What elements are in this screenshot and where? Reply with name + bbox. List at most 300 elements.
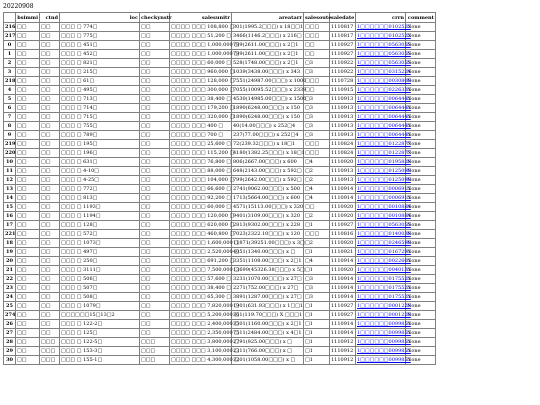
cell-ctnd: □□ — [40, 320, 60, 329]
cell-comment: None — [406, 284, 436, 293]
cell-ctnd: □□ — [40, 176, 60, 185]
cell-areatarr: 3231(1070.00□□□) x 27□ — [233, 276, 302, 282]
cell-salesoute: □3 — [304, 104, 330, 113]
cell-salesunitr: □□□□ □□□ 57,600 □ — [171, 276, 232, 282]
cell-areatarr: 2741(9062.00□□□) x 500 — [232, 185, 304, 194]
cell-crrn[interactable]: 1□□□□□□0030800 — [357, 78, 411, 84]
cell-salesoute: □1 — [304, 320, 330, 329]
cell-salesunitr: □□□□ □□□ 620,000 □ — [171, 222, 235, 228]
cell-loc: □□□ □ 1073□ — [60, 239, 140, 248]
table-row — [4, 338, 436, 347]
cell-saledate: 1110914 — [330, 185, 356, 194]
cell-crrn[interactable]: 1□□□□□□0099851 — [357, 339, 411, 345]
cell-salesunitr: □□□□ □□□ 25,600 □ — [171, 141, 232, 147]
cell-comment: None — [406, 185, 436, 194]
cell-crrn[interactable]: 1□□□□□□0246590 — [357, 240, 411, 246]
cell-checkynstr: □□ — [140, 77, 170, 86]
cell-saledate: 1110914 — [330, 194, 356, 203]
cell-crrn[interactable]: 1□□□□□□0040131 — [357, 267, 411, 273]
cell-bsimmi: □□ — [16, 284, 40, 293]
cell-saledate: 1110913 — [330, 167, 356, 176]
cell-comment: None — [406, 203, 436, 212]
cell-crrn[interactable]: 1□□□□□□0102522 — [357, 24, 411, 30]
row-index: 14 — [4, 194, 16, 203]
cell-crrn[interactable]: 1□□□□□□0064441 — [357, 132, 411, 138]
cell-saledate: 1110914 — [330, 257, 356, 266]
cell-crrn[interactable]: 1□□□□□□0064441 — [357, 105, 411, 111]
cell-ctnd: □□ — [40, 284, 60, 293]
cell-comment: None — [406, 275, 436, 284]
cell-checkynstr: □□ — [140, 320, 170, 329]
cell-areatarr: 1890(6248.00□□□) x 150 — [232, 104, 304, 113]
cell-comment: None — [406, 68, 436, 77]
cell-comment: None — [406, 131, 436, 140]
cell-salesunitr: □□□□ □□□ 115,200 □ — [171, 150, 235, 156]
cell-salesoute: □3 — [304, 59, 330, 68]
row-index: 221 — [5, 231, 16, 237]
cell-salesoute: □3 — [304, 293, 330, 302]
cell-comment: None — [406, 230, 436, 239]
row-index: 216 — [5, 24, 16, 30]
cell-salesunitr: □□□□ □□□ 3,100,000 □ — [171, 348, 240, 354]
cell-comment: None — [406, 95, 436, 104]
cell-crrn[interactable]: 1□□□□□□0122877 — [357, 141, 411, 147]
cell-bsimmi: □□ — [16, 320, 40, 329]
cell-comment: None — [406, 221, 436, 230]
cell-checkynstr: □□ — [140, 95, 170, 104]
column-header-salesoute: salesoute — [305, 14, 332, 21]
cell-comment: None — [406, 248, 436, 257]
cell-crrn[interactable]: 1□□□□□□0099851 — [357, 348, 411, 354]
cell-areatarr: 7511(2484.00□□□) x 4□1 — [233, 330, 302, 336]
column-header-checkynstr: checkynstr — [141, 14, 172, 21]
cell-crrn[interactable]: 1□□□□□□0563055 — [357, 60, 411, 66]
row-index: 17 — [4, 221, 16, 230]
cell-ctnd: □□ — [40, 203, 60, 212]
cell-checkynstr: □□ — [140, 131, 170, 140]
row-index: 13 — [4, 185, 16, 194]
cell-salesunitr: □□□□ □□□ 460,800 □ — [171, 231, 235, 237]
table-row — [4, 122, 436, 131]
cell-saledate: 1110912 — [330, 338, 356, 347]
cell-saledate: 1110920 — [330, 266, 356, 275]
cell-crrn[interactable]: 1□□□□□□0010884 — [357, 204, 411, 210]
cell-crrn[interactable]: 1□□□□□□0006911 — [357, 195, 411, 201]
row-index: 16 — [4, 212, 16, 221]
table-row — [4, 131, 436, 140]
cell-areatarr: 1713(5664.00□□□) x 600 — [232, 194, 304, 203]
cell-bsimmi: □□ — [16, 356, 40, 365]
cell-areatarr: 4051(1340.00□□□) x □ — [232, 248, 304, 257]
cell-checkynstr: □□ — [140, 212, 170, 221]
cell-checkynstr: □□□ — [140, 356, 170, 365]
cell-saledate: 1110816 — [330, 230, 356, 239]
table-row — [4, 167, 436, 176]
cell-ctnd: □□ — [40, 185, 60, 194]
cell-loc: □□□ □ 451□ — [60, 41, 140, 50]
cell-comment: None — [406, 167, 436, 176]
cell-ctnd: □□□ — [40, 356, 60, 365]
cell-saledate: 1110817 — [330, 32, 356, 41]
table-row — [4, 77, 436, 86]
cell-crrn[interactable]: 1□□□□□□0064441 — [357, 123, 411, 129]
cell-ctnd: □□ — [40, 167, 60, 176]
cell-crrn[interactable]: 1□□□□□□0563055 — [357, 42, 411, 48]
cell-saledate: 1110927 — [330, 41, 356, 50]
cell-bsimmi: □□ — [16, 77, 40, 86]
cell-areatarr: 4530(14985.00□□□) x 1500 — [233, 96, 307, 102]
cell-ctnd: □□ — [40, 122, 60, 131]
cell-bsimmi: □□ — [16, 203, 40, 212]
cell-loc: □□□ □ 122-2□ — [60, 320, 140, 329]
cell-areatarr: 3351(1108.00□□□) x 2□1 — [233, 258, 302, 264]
cell-salesunitr: □□□□ □□□ 300,000 □ — [171, 87, 235, 93]
cell-saledate: 1110912 — [330, 356, 356, 365]
cell-crrn[interactable]: 1□□□□□□0122877 — [357, 150, 411, 156]
cell-saledate: 1110914 — [330, 284, 356, 293]
cell-salesoute: □□□ — [304, 23, 330, 32]
cell-loc: □□□ □ 631□ — [60, 158, 140, 167]
cell-checkynstr: □□ — [140, 230, 170, 239]
cell-bsimmi: □□ — [16, 248, 40, 257]
cell-crrn[interactable]: 1□□□□□□0226331 — [357, 87, 411, 93]
column-header-crrn: crrn — [356, 13, 406, 23]
cell-crrn[interactable]: 1□□□□□□0175521 — [357, 285, 411, 291]
cell-bsimmi: □□ — [16, 194, 40, 203]
cell-salesoute: □4 — [304, 194, 330, 203]
row-index: 18 — [4, 239, 16, 248]
cell-areatarr: 11871(39251.00□□□) x 3□ — [233, 240, 305, 246]
cell-salesoute: □4 — [304, 257, 330, 266]
cell-checkynstr: □□ — [140, 158, 170, 167]
cell-salesunitr: □□□□ □□□ 60,000 □ — [171, 204, 232, 210]
cell-loc: □□□ □ 1079□ — [60, 302, 140, 311]
cell-checkynstr: □□ — [140, 104, 170, 113]
cell-ctnd: □□ — [40, 329, 60, 338]
table-row — [4, 23, 436, 32]
cell-areatarr: 3891(1287.00□□□) x 27□ — [233, 294, 302, 300]
row-index: 3 — [4, 68, 16, 77]
row-index: 12 — [4, 176, 16, 185]
cell-saledate: 1110922 — [330, 68, 356, 77]
cell-salesoute: □1 — [304, 338, 330, 347]
cell-saledate: 1110913 — [330, 104, 356, 113]
cell-checkynstr: □□ — [140, 293, 170, 302]
cell-comment: None — [406, 23, 436, 32]
cell-salesunitr: □□□□ □□□ 65,300 □ — [171, 294, 232, 300]
table-row — [4, 41, 436, 50]
cell-checkynstr: □□ — [140, 32, 170, 41]
row-index: 26 — [4, 320, 16, 329]
cell-salesoute: □□□ — [304, 32, 330, 41]
cell-saledate: 1110913 — [330, 131, 356, 140]
cell-checkynstr: □□ — [140, 284, 170, 293]
cell-saledate: 1110920 — [330, 158, 356, 167]
table-row — [4, 275, 436, 284]
cell-bsimmi: □□ — [16, 275, 40, 284]
cell-bsimmi: □□ — [16, 95, 40, 104]
cell-saledate: 1110922 — [330, 59, 356, 68]
table-row — [4, 104, 436, 113]
cell-crrn[interactable]: 1□□□□□□0001228 — [357, 312, 411, 318]
cell-bsimmi: □□ — [16, 176, 40, 185]
cell-ctnd: □□ — [40, 149, 60, 158]
row-index: 220 — [5, 150, 16, 156]
cell-salesoute: □1 — [304, 248, 330, 257]
cell-loc: □□□ □ 122-5□ — [60, 338, 140, 347]
cell-salesunitr: □□□□ □□□ 108,800 □ — [171, 24, 235, 30]
cell-areatarr: 301(1995.2□□□) x 18□□1 — [233, 24, 304, 30]
cell-areatarr: 528(1748.00□□□) x 2□1 — [232, 59, 304, 68]
cell-comment: None — [406, 320, 436, 329]
table-row — [4, 230, 436, 239]
cell-saledate: 1110920 — [330, 212, 356, 221]
cell-salesoute: □3 — [304, 122, 330, 131]
cell-checkynstr: □□ — [140, 275, 170, 284]
cell-comment: None — [406, 212, 436, 221]
cell-comment: None — [406, 347, 436, 356]
cell-crrn[interactable]: 1□□□□□□0167291 — [357, 249, 411, 255]
cell-loc: □□□ □ 789□ — [60, 131, 140, 140]
row-index: 4 — [4, 86, 16, 95]
cell-ctnd: □□ — [40, 95, 60, 104]
column-header-saledate: saledate — [331, 14, 355, 21]
cell-loc: □□□ □ 250□ — [60, 257, 140, 266]
cell-comment: None — [406, 239, 436, 248]
cell-bsimmi: □□ — [16, 158, 40, 167]
cell-areatarr: 7055(10095.52□□□) x 2339 — [233, 87, 307, 93]
row-index: 6 — [4, 104, 16, 113]
cell-loc: □□□ □ 772□ — [60, 185, 140, 194]
cell-areatarr: 3501(1160.00□□□) x 2□1 — [233, 321, 302, 327]
cell-loc: □□□ □ 452□ — [60, 50, 140, 59]
row-index: 219 — [5, 141, 16, 147]
cell-salesoute: □1 — [304, 356, 330, 365]
cell-salesunitr: □□□□ □□□ 2,400,000 □ — [171, 321, 240, 327]
table-row — [4, 356, 436, 365]
cell-crrn[interactable]: 1□□□□□□0102522 — [357, 33, 411, 39]
cell-salesunitr: □□□□ □□□ 66,600 □ — [171, 186, 232, 192]
cell-salesoute: □1 — [304, 302, 330, 311]
cell-ctnd: □□ — [40, 32, 60, 41]
cell-salesoute: □□ — [304, 86, 330, 95]
cell-crrn[interactable]: 1□□□□□□0099851 — [357, 357, 411, 363]
cell-comment: None — [406, 356, 436, 365]
row-index: 218 — [5, 78, 16, 84]
cell-crrn[interactable]: 1□□□□□□0010884 — [357, 213, 411, 219]
cell-crrn[interactable]: 1□□□□□□0064441 — [357, 96, 411, 102]
cell-areatarr: 7023(2322.10□□□) x 120 — [232, 230, 304, 239]
cell-crrn[interactable]: 1□□□□□□0175521 — [357, 294, 411, 300]
cell-ctnd: □□ — [40, 41, 60, 50]
cell-comment: None — [406, 257, 436, 266]
cell-loc: □□□ □ 153-3□ — [60, 347, 140, 356]
cell-ctnd: □□ — [40, 257, 60, 266]
cell-bsimmi: □□ — [16, 86, 40, 95]
cell-bsimmi: □□ — [16, 329, 40, 338]
cell-crrn[interactable]: 1□□□□□□0195828 — [357, 159, 411, 165]
table-row — [4, 302, 436, 311]
cell-salesunitr: □□□□ □□□ 38,400 □ — [171, 96, 232, 102]
cell-loc: □□□ □ 508□ — [60, 293, 140, 302]
cell-crrn[interactable]: 1□□□□□□0006911 — [357, 186, 411, 192]
row-index: 24 — [4, 293, 16, 302]
cell-salesunitr: □□□□ □□□ 76,800 □ — [171, 159, 232, 165]
table-row — [4, 257, 436, 266]
cell-ctnd: □□ — [40, 230, 60, 239]
cell-areatarr: 799(2642.00□□□) x 592□ — [233, 177, 302, 183]
cell-checkynstr: □□ — [140, 59, 170, 68]
table-row — [4, 212, 436, 221]
column-header-salesunitr: salesunitr — [170, 13, 232, 23]
cell-areatarr: 237(77.00□□□) x 252□4 — [232, 131, 304, 140]
cell-salesoute: □3 — [304, 113, 330, 122]
cell-loc: □□□ □ 507□ — [60, 284, 140, 293]
cell-bsimmi: □□ — [16, 140, 40, 149]
cell-comment: None — [406, 41, 436, 50]
cell-salesoute: □□□ — [304, 230, 330, 239]
cell-loc: □□□ □ 774□ — [60, 23, 140, 32]
cell-areatarr: 1039(3438.00□□□) x 343 — [232, 68, 304, 77]
cell-salesoute: □3 — [304, 95, 330, 104]
cell-crrn[interactable]: 1□□□□□□0140038 — [357, 231, 411, 237]
cell-saledate: 1110927 — [330, 302, 356, 311]
cell-salesoute: □4 — [304, 185, 330, 194]
cell-salesoute: □3 — [304, 68, 330, 77]
cell-bsimmi: □□ — [16, 293, 40, 302]
cell-saledate: 1110913 — [330, 176, 356, 185]
cell-checkynstr: □□□ — [140, 347, 170, 356]
table-row — [4, 311, 436, 320]
cell-saledate: 1110913 — [330, 113, 356, 122]
cell-areatarr: 2311(766.00□□□) x □ — [232, 347, 304, 356]
row-index: 29 — [4, 347, 16, 356]
cell-crrn[interactable]: 1□□□□□□0563055 — [357, 51, 411, 57]
cell-loc: □□□ □ 813□ — [60, 194, 140, 203]
cell-areatarr: 2271(752.00□□□) x 27□ — [232, 284, 304, 293]
cell-checkynstr: □□ — [140, 50, 170, 59]
cell-ctnd: □□ — [40, 275, 60, 284]
cell-crrn[interactable]: 1□□□□□□0125090 — [357, 177, 411, 183]
cell-comment: None — [406, 59, 436, 68]
table-row — [4, 86, 436, 95]
cell-salesoute: □□□ — [304, 140, 330, 149]
cell-crrn[interactable]: 1□□□□□□0099851 — [357, 321, 411, 327]
cell-salesunitr: □□□□ □□□ 2,520,000 □ — [171, 249, 240, 255]
cell-ctnd: □□ — [40, 59, 60, 68]
cell-ctnd: □□ — [40, 104, 60, 113]
cell-salesunitr: □□□□ □□□ 179,200 □ — [171, 105, 235, 111]
column-header-areatarr: areatarr — [232, 13, 304, 23]
cell-areatarr: 3466(1146.2□□□) x 216□ — [233, 33, 302, 39]
cell-saledate: 1110915 — [330, 86, 356, 95]
cell-salesoute: □□ — [304, 203, 330, 212]
table-row — [4, 113, 436, 122]
cell-comment: None — [406, 113, 436, 122]
cell-ctnd: □□ — [40, 68, 60, 77]
cell-ctnd: □□ — [40, 158, 60, 167]
cell-crrn[interactable]: 1□□□□□□0064441 — [357, 114, 411, 120]
row-index: 22 — [4, 275, 16, 284]
cell-ctnd: □□ — [40, 194, 60, 203]
cell-checkynstr: □□ — [140, 140, 170, 149]
table-row — [4, 284, 436, 293]
cell-crrn[interactable]: 1□□□□□□0175521 — [357, 276, 411, 282]
cell-bsimmi: □□ — [16, 302, 40, 311]
cell-bsimmi: □□ — [16, 257, 40, 266]
cell-crrn[interactable]: 1□□□□□□0022601 — [357, 258, 411, 264]
cell-checkynstr: □□ — [140, 167, 170, 176]
cell-checkynstr: □□ — [140, 329, 170, 338]
table-row — [4, 59, 436, 68]
cell-areatarr: 4571(15113.00□□□) x 320 — [233, 204, 304, 210]
cell-areatarr: 72(239.32□□□) x 18□1 — [232, 140, 304, 149]
column-header-ctnd: ctnd — [40, 13, 60, 23]
cell-bsimmi: □□ — [16, 131, 40, 140]
cell-checkynstr: □□ — [140, 41, 170, 50]
cell-bsimmi: □□ — [16, 167, 40, 176]
cell-salesunitr: □□□□ □□□ 7,820,000 □ — [171, 303, 240, 309]
row-index: 8 — [4, 122, 16, 131]
cell-loc: □□□ □ 215□ — [60, 68, 140, 77]
cell-salesunitr: □□□□ □□□ 400 □ — [170, 122, 232, 131]
cell-crrn[interactable]: 1□□□□□□0125090 — [357, 168, 411, 174]
cell-crrn[interactable]: 1□□□□□□0563055 — [357, 222, 411, 228]
cell-ctnd: □□ — [40, 140, 60, 149]
cell-salesoute: □2 — [304, 167, 330, 176]
cell-checkynstr: □□ — [140, 185, 170, 194]
table-row — [4, 95, 436, 104]
cell-loc: □□□ □ 128□ — [60, 221, 140, 230]
cell-saledate: 1110913 — [330, 122, 356, 131]
table-row — [4, 329, 436, 338]
cell-ctnd: □□ — [40, 212, 60, 221]
cell-crrn[interactable]: 1□□□□□□0315224 — [357, 69, 411, 75]
cell-comment: None — [406, 176, 436, 185]
column-header-bsimmi: bsimmi — [17, 14, 38, 21]
row-index: 19 — [4, 248, 16, 257]
table-row — [4, 50, 436, 59]
cell-ctnd: □□ — [40, 23, 60, 32]
cell-areatarr: 4180(1382.25□□□) x 18□1 — [233, 150, 305, 156]
cell-loc: □□□ □ 4-10□ — [60, 167, 140, 176]
cell-loc: □□□ □ 61□ — [60, 77, 140, 86]
cell-salesunitr: □□□□ □□□ 128,000 □ — [171, 78, 235, 84]
cell-salesoute: □1 — [304, 221, 330, 230]
cell-crrn[interactable]: 1□□□□□□0099851 — [357, 330, 411, 336]
table-row — [4, 347, 436, 356]
cell-salesunitr: □□□□ □□□ 691,200 □ — [171, 258, 235, 264]
cell-ctnd: □□ — [40, 131, 60, 140]
cell-areatarr: 361(119.70□□□) X □□□1 — [233, 312, 303, 318]
cell-comment: None — [406, 311, 436, 320]
header-row — [4, 13, 436, 23]
cell-ctnd: □□ — [40, 248, 60, 257]
row-index: 10 — [4, 158, 16, 167]
cell-comment: None — [406, 50, 436, 59]
cell-salesoute: □1 — [304, 266, 330, 275]
cell-loc: □□□□□□15□13□2 — [60, 311, 140, 320]
cell-loc: □□□ □ 1194□ — [60, 212, 140, 221]
cell-saledate: 1110913 — [330, 95, 356, 104]
cell-bsimmi: □□ — [16, 185, 40, 194]
row-index: 28 — [4, 338, 16, 347]
cell-salesunitr: □□□□ □□□ 5,200,000 □ — [171, 312, 240, 318]
cell-areatarr: 13699(45326.38□□□) x 5□ — [233, 267, 305, 273]
cell-checkynstr: □□ — [140, 266, 170, 275]
cell-crrn[interactable]: 1□□□□□□0001228 — [357, 303, 411, 309]
cell-salesunitr: □□□□ □□□ 320,000 □ — [171, 114, 235, 120]
